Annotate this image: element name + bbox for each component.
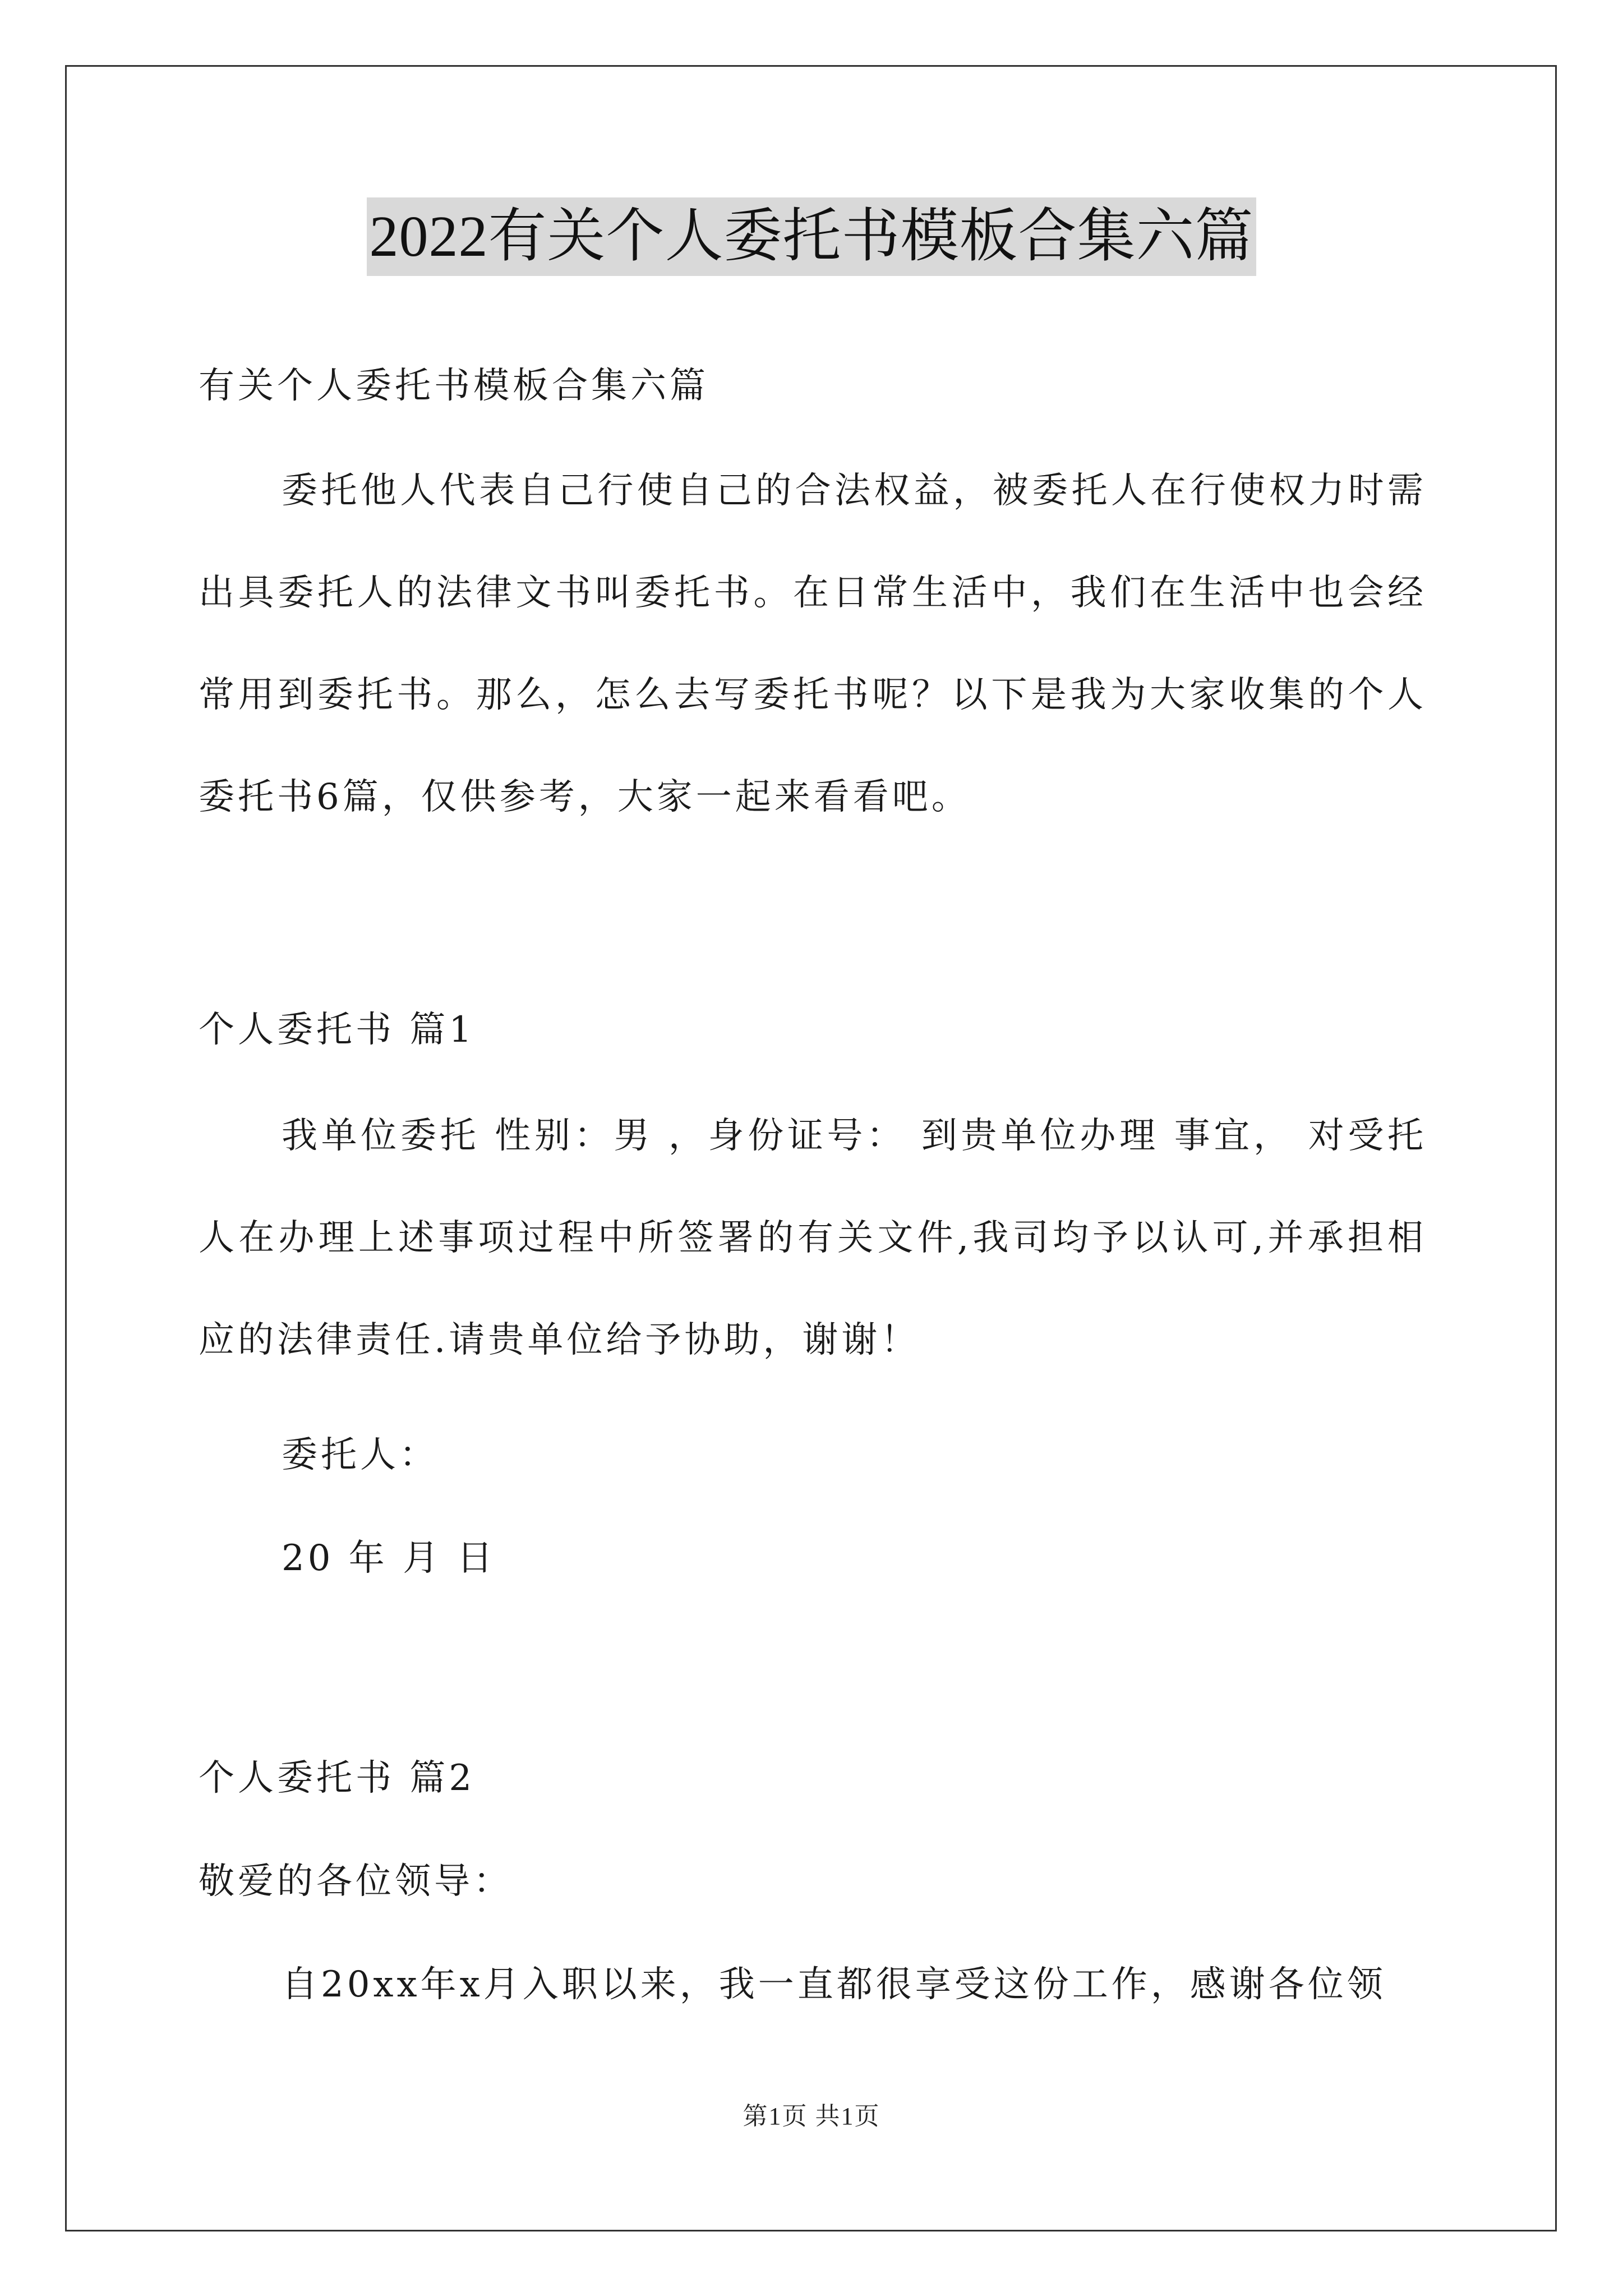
section2-salutation: 敬爱的各位领导： (199, 1861, 513, 1902)
section1-signer: 委托人： (282, 1434, 439, 1476)
section1-body: 我单位委托 性别：男 ，身份证号： 到贵单位办理 事宜， 对受托人在办理上述事项过程中所签署的有关文件,我司均予以认可,并承担相应的法律责任.请贵单位给予协助，谢谢！ (199, 1115, 1427, 1361)
section1-date: 20 年 月 日 (282, 1538, 496, 1579)
intro-paragraph: 委托他人代表自己行使自己的合法权益，被委托人在行使权力时需出具委托人的法律文书叫委托书。在日常生活中，我们在生活中也会经常用到委托书。那么，怎么去写委托书呢？以下是我为大家收集的个人委托书6篇，仅供参考，大家一起来看看吧。 (199, 470, 1427, 818)
document-subtitle: 有关个人委托书模板合集六篇 (199, 365, 709, 407)
document-title: 2022有关个人委托书模板合集六篇 (367, 197, 1256, 276)
section2-heading: 个人委托书 篇2 (199, 1757, 476, 1799)
page-footer: 第1页 共1页 (743, 2102, 880, 2130)
title-container (0, 197, 1623, 276)
section2-body: 自20xx年x月入职以来，我一直都很享受这份工作，感谢各位领 (282, 1964, 1386, 2005)
section1-heading: 个人委托书 篇1 (199, 1009, 476, 1051)
